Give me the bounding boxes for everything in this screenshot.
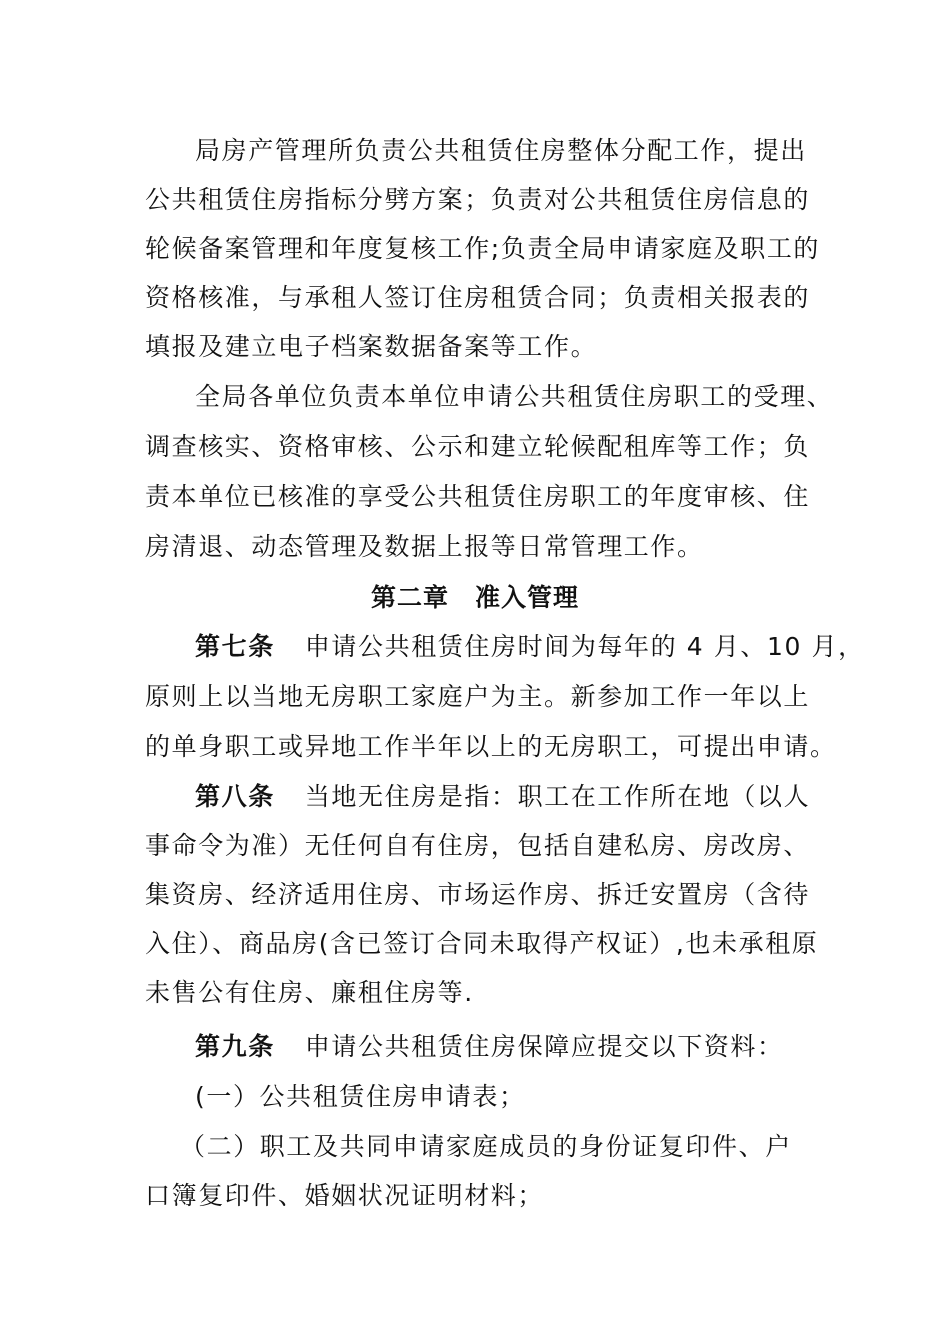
article-7-first-line — [195, 630, 875, 664]
article-text: 当地无住房是指：职工在工作所在地（以人 — [304, 782, 811, 811]
paragraph-line: 未售公有住房、廉租住房等. — [145, 978, 474, 1007]
paragraph-line: 调查核实、资格审核、公示和建立轮候配租库等工作；负 — [145, 432, 811, 461]
paragraph-line: 填报及建立电子档案数据备案等工作。 — [145, 332, 598, 361]
paragraph-line: 资格核准，与承租人签订住房租赁合同；负责相关报表的 — [145, 283, 811, 312]
paragraph-line: 事命令为准）无任何自有住房，包括自建私房、房改房、 — [145, 831, 811, 860]
article-8-first-line — [195, 780, 875, 814]
paragraph-line: 局房产管理所负责公共租赁住房整体分配工作，提出 — [195, 136, 807, 165]
paragraph-line: 责本单位已核准的享受公共租赁住房职工的年度审核、住 — [145, 482, 811, 511]
paragraph-line: 房清退、动态管理及数据上报等日常管理工作。 — [145, 532, 704, 561]
list-item-2-line-2: 口簿复印件、婚姻状况证明材料； — [145, 1181, 545, 1210]
list-item-2-line-1: （二）职工及共同申请家庭成员的身份证复印件、户 — [180, 1132, 792, 1161]
article-9-first-line — [195, 1030, 875, 1064]
article-label: 第七条 — [195, 632, 275, 661]
paragraph-line: 入住）、商品房(含已签订合同未取得产权证）,也未承租原 — [145, 929, 819, 958]
article-label: 第九条 — [195, 1032, 275, 1061]
list-item-1: (一）公共租赁住房申请表； — [195, 1082, 526, 1111]
paragraph-line: 原则上以当地无房职工家庭户为主。新参加工作一年以上 — [145, 682, 811, 711]
article-label: 第八条 — [195, 782, 275, 811]
article-text: 申请公共租赁住房时间为每年的 4 月、10 月， — [304, 632, 865, 661]
article-text: 申请公共租赁住房保障应提交以下资料： — [304, 1032, 784, 1061]
paragraph-line: 公共租赁住房指标分劈方案；负责对公共租赁住房信息的 — [145, 185, 811, 214]
paragraph-line: 集资房、经济适用住房、市场运作房、拆迁安置房（含待 — [145, 880, 811, 909]
paragraph-line: 轮候备案管理和年度复核工作;负责全局申请家庭及职工的 — [145, 234, 821, 263]
paragraph-line: 全局各单位负责本单位申请公共租赁住房职工的受理、 — [195, 382, 834, 411]
chapter-title: 第二章 准入管理 — [370, 583, 579, 612]
paragraph-line: 的单身职工或异地工作半年以上的无房职工，可提出申请。 — [145, 732, 837, 761]
